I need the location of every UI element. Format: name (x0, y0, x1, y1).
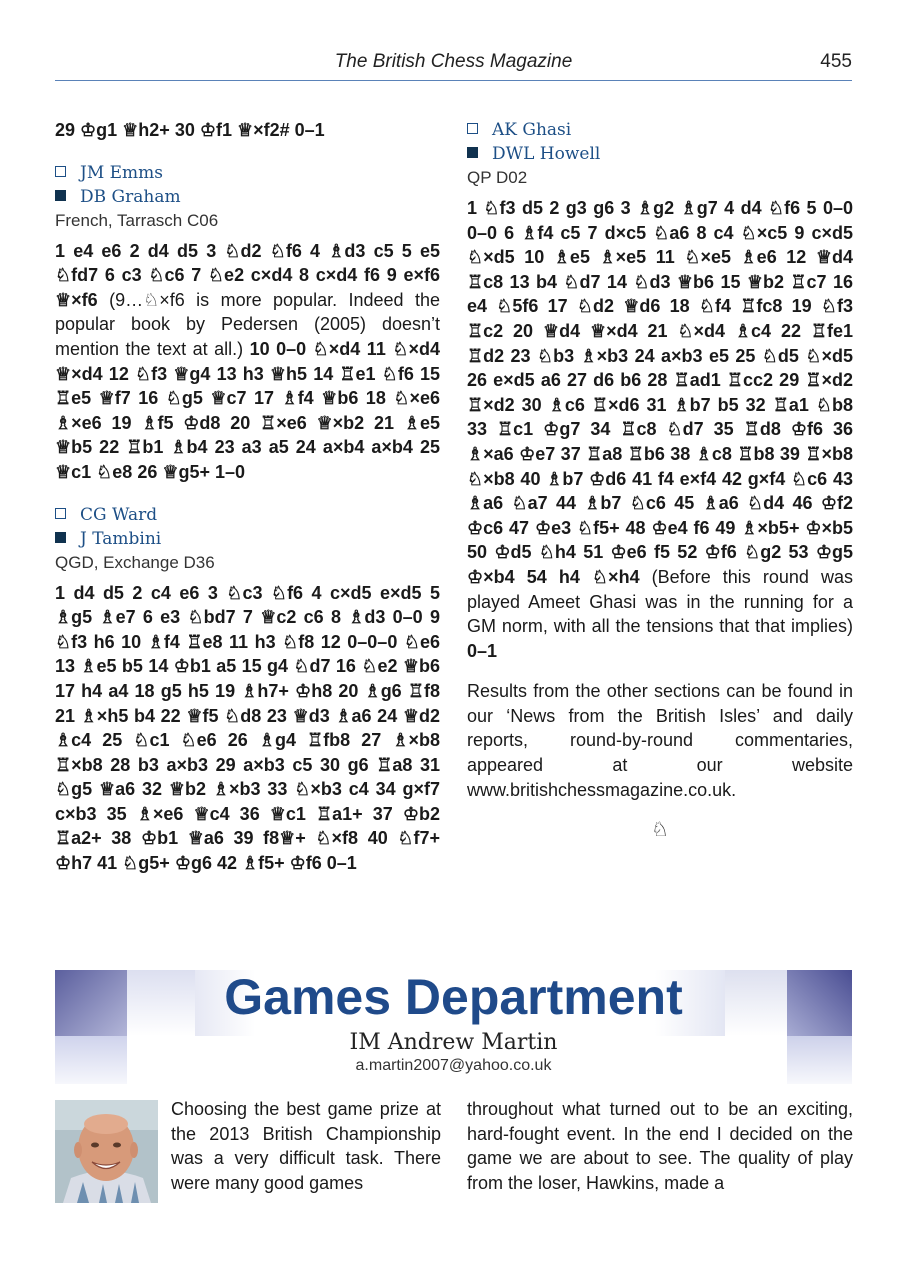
magazine-title: The British Chess Magazine (334, 51, 573, 72)
author-photo (55, 1100, 158, 1203)
white-player-name: CG Ward (80, 504, 158, 525)
game-score (467, 196, 853, 663)
opening-name: QGD, Exchange D36 (55, 552, 215, 572)
running-header (55, 48, 852, 81)
white-square-icon (55, 166, 66, 177)
left-column (55, 118, 440, 876)
opening-name: French, Tarrasch C06 (55, 210, 219, 230)
black-player-name: J Tambini (80, 528, 162, 549)
black-player (55, 527, 440, 551)
white-player (467, 118, 853, 142)
game-score: 1 d4 d5 2 c4 e6 3 ♘c3 ♘f6 4 c×d5 e×d5 5 ♗g5 ♗e7 6 e3 ♘bd7 7 ♕c2 c6 8 ♗d3 0–0 9 ♘f3 h6 10 ♗f4 ♖e8 11 h3 ♘f8 12 0–0–0 ♘e6 13 ♗e5 b5 14 ♔b1 a5 15 g4 ♘d7 16 ♘e2 ♕b6 17 h4 a4 18 g5 h5 19 ♗h7+ ♔h8 20 ♗g6 ♖f8 21 ♗×h5 b4 22 ♕f5 ♘d8 23 ♕d3 ♗a6 24 ♕d2 ♗c4 25 ♘c1 ♘e6 26 ♗g4 ♖fb8 27 ♗×b8 ♖×b8 28 b3 a×b3 29 a×b3 c5 30 g6 ♖a8 31 ♘g5 ♕a6 32 ♕b2 ♗×b3 33 ♘×b3 c4 34 g×f7 c×b3 35 ♗×e6 ♕c4 36 ♕c1 ♖a1+ 37 ♔b2 ♖a2+ 38 ♔b1 ♕a6 39 f8♕+ ♘×f8 40 ♘f7+ ♔h7 41 ♘g5+ ♔g6 42 ♗f5+ ♔f6 0–1 (55, 582, 440, 874)
right-column (467, 118, 853, 843)
moves-part-2: 10 0–0 ♘×d4 11 ♘×d4 ♕×d4 12 ♘f3 ♕g4 13 h3 ♕h5 14 ♖e1 ♘f6 15 ♖e5 ♕f7 16 ♘g5 ♕c7 17 ♗f4 ♕b6 18 ♘×e6 ♗×e6 19 ♗f5 ♔d8 20 ♖×e6 ♕×b2 21 ♗e5 ♕b5 22 ♖b1 ♗b4 23 a3 a5 24 a×b4 a×b4 25 ♕c1 ♘e8 26 ♕g5+ 1–0 (55, 338, 440, 482)
white-player (55, 161, 440, 185)
section-title: Games Department (224, 969, 683, 1025)
black-square-icon (467, 147, 478, 158)
white-square-icon (55, 508, 66, 519)
intro-column-2 (467, 1097, 853, 1195)
moves: 1 ♘f3 d5 2 g3 g6 3 ♗g2 ♗g7 4 d4 ♘f6 5 0–0 0–0 6 ♗f4 c5 7 d×c5 ♘a6 8 c4 ♘×c5 9 c×d5 ♘×d5 10 ♗e5 ♗×e5 11 ♘×e5 ♗e6 12 ♕d4 ♖c8 13 b4 ♘d7 14 ♘d3 ♕b6 15 ♕b2 ♖c7 16 e4 ♘5f6 17 ♘d2 ♕d6 18 ♘f4 ♖fc8 19 ♘f3 ♖c2 20 ♕d4 ♕×d4 21 ♘×d4 ♗c4 22 ♖fe1 ♖d2 23 ♘b3 ♗×b3 24 a×b3 e5 25 ♘d5 ♘×d5 26 e×d5 a6 27 d6 b6 28 ♖ad1 ♖cc2 29 ♖×d2 ♖×d2 30 ♗c6 ♖×d6 31 ♗b7 b5 32 ♖a1 ♘b8 33 ♖c1 ♔g7 34 ♖c8 ♘d7 35 ♖d8 ♔f6 36 ♗×a6 ♔e7 37 ♖a8 ♖b6 38 ♗c8 ♖b8 39 ♖×b8 ♘×b8 40 ♗b7 ♔d6 41 f4 e×f4 42 g×f4 ♘c6 43 ♗a6 ♘a7 44 ♗b7 ♘c6 45 ♗a6 ♘d4 46 ♔f2 ♔c6 47 ♔e3 ♘f5+ 48 ♔e4 f6 49 ♗×b5+ ♔×b5 50 ♔d5 ♘h4 51 ♔e6 f5 52 ♔f6 ♘g2 53 ♔g5 ♔×b4 54 h4 ♘×h4 (467, 198, 853, 587)
game-finish-moves: 29 ♔g1 ♕h2+ 30 ♔f1 ♕×f2# 0–1 (55, 120, 325, 140)
knight-end-icon: ♘ (651, 819, 669, 842)
white-player-name: AK Ghasi (492, 120, 572, 140)
black-player-name: DWL Howell (492, 144, 601, 164)
black-player (467, 142, 853, 166)
intro-text: throughout what turned out to be an exciting, hard-fought event. In the end I decided on the game we are about to see. The quality of play from the loser, Hawkins, made a (467, 1099, 853, 1193)
page-number: 455 (820, 51, 852, 72)
black-player-name: DB Graham (80, 186, 181, 207)
black-square-icon (55, 190, 66, 201)
moves-part-1: 1 e4 e6 2 d4 d5 3 ♘d2 ♘f6 4 ♗d3 c5 5 e5 ♘fd7 6 c3 ♘c6 7 ♘e2 c×d4 8 c×d4 f6 9 e×f6 ♕×f6 (55, 240, 440, 310)
white-player-name: JM Emms (80, 162, 163, 183)
black-square-icon (55, 532, 66, 543)
author-email: a.martin2007@yahoo.co.uk (355, 1057, 552, 1074)
intro-column-1 (171, 1097, 441, 1195)
section-banner (55, 964, 852, 1084)
black-player (55, 185, 440, 209)
white-square-icon (467, 123, 478, 134)
annotation: (9…♘×f6 is more popular. Indeed the popular book by Pedersen (2005) doesn’t mention the text at all.) (55, 289, 440, 359)
white-player (55, 503, 440, 527)
game-score (55, 239, 440, 485)
annotation: (Before this round was played Ameet Ghasi was in the running for a GM norm, with all the tensions that that implies) (467, 566, 854, 637)
opening-name: QP D02 (467, 168, 528, 187)
intro-text: Choosing the best game prize at the 2013 British Championship was a very difficult task. There were many good games (171, 1099, 441, 1193)
result: 0–1 (467, 640, 498, 661)
portrait-image (55, 1100, 158, 1203)
author-name: IM Andrew Martin (349, 1030, 558, 1055)
results-note: Results from the other sections can be found in our ‘News from the British Isles’ and daily reports, round-by-round commentaries, appeared at our website www.britishchessmagazine.co.uk. (467, 681, 853, 800)
